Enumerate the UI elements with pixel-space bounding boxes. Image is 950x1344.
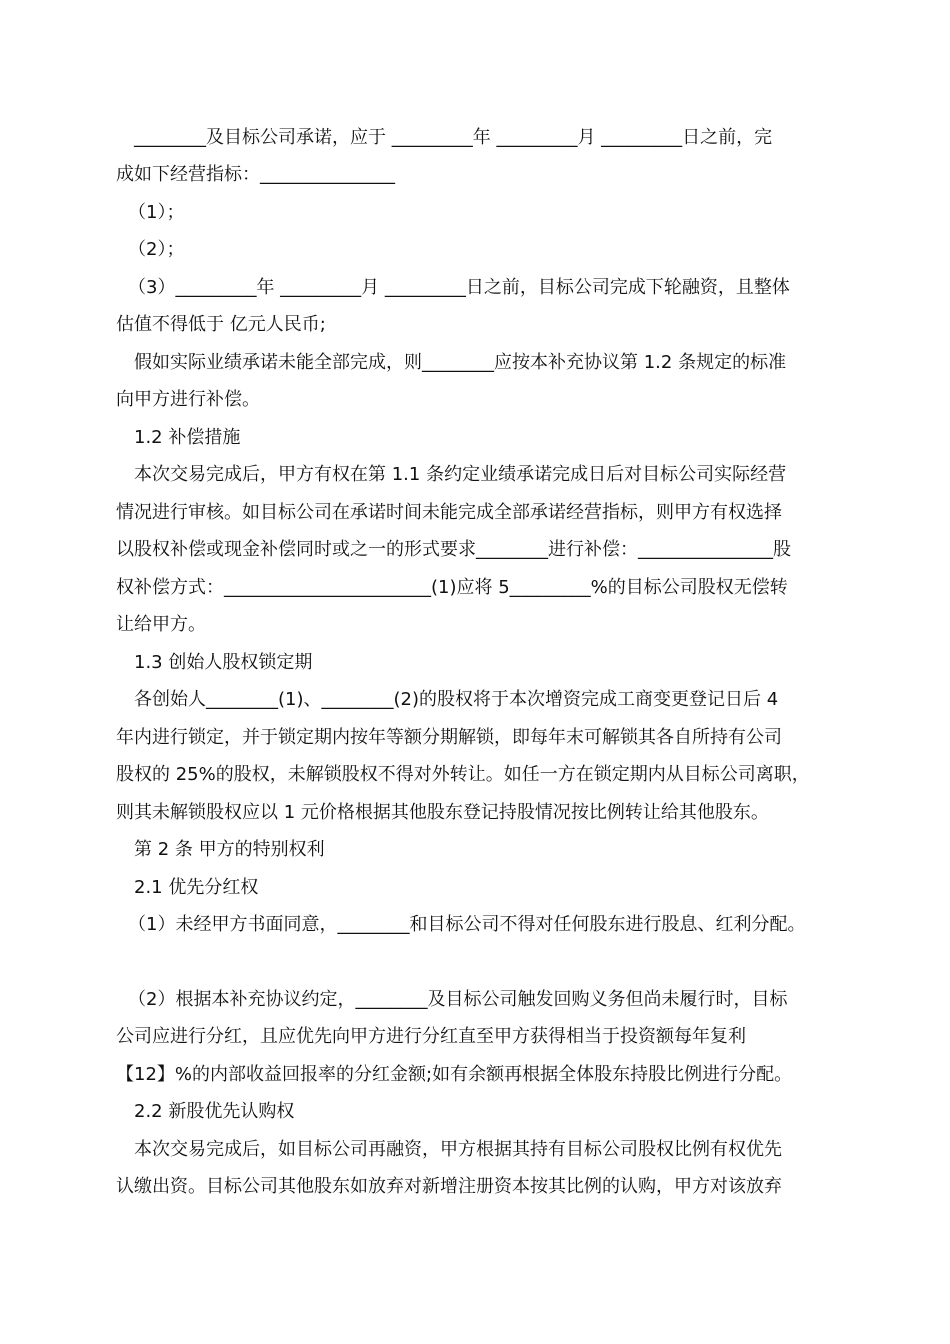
- text-line-13: 权补偿方式：_______________________(1)应将 5_________%的目标公司股权无偿转: [116, 577, 788, 598]
- text-line-6: 估值不得低于 亿元人民币;: [116, 314, 326, 335]
- section-heading-1-3: 1.3 创始人股权锁定期: [134, 652, 313, 673]
- text-line-22: （1）未经甲方书面同意，________和目标公司不得对任何股东进行股息、红利分配。: [128, 914, 806, 935]
- text-line-10: 本次交易完成后，甲方有权在第 1.1 条约定业绩承诺完成日后对目标公司实际经营: [134, 464, 787, 485]
- text-line-8: 向甲方进行补偿。: [116, 389, 260, 410]
- text-line-23: （2）根据本补充协议约定，________及目标公司触发回购义务但尚未履行时，目标: [128, 989, 788, 1010]
- text-line-11: 情况进行审核。如目标公司在承诺时间未能完成全部承诺经营指标，则甲方有权选择: [116, 502, 782, 523]
- section-heading-1-2: 1.2 补偿措施: [134, 427, 241, 448]
- article-heading-2: 第 2 条 甲方的特别权利: [134, 839, 325, 860]
- text-line-24: 公司应进行分红，且应优先向甲方进行分红直至甲方获得相当于投资额每年复利: [116, 1026, 746, 1047]
- text-line-27: 本次交易完成后，如目标公司再融资，甲方根据其持有目标公司股权比例有权优先: [134, 1139, 782, 1160]
- text-line-1: ________及目标公司承诺，应于 _________年 _________月 _________日之前，完: [134, 127, 773, 148]
- text-line-4: （2）；: [128, 239, 185, 260]
- text-line-16: 各创始人________(1)、________(2)的股权将于本次增资完成工商变更登记日后 4: [134, 689, 779, 710]
- text-line-17: 年内进行锁定，并于锁定期内按年等额分期解锁，即每年末可解锁其各自所持有公司: [116, 727, 782, 748]
- text-line-18: 股权的 25%的股权，未解锁股权不得对外转让。如任一方在锁定期内从目标公司离职，: [116, 764, 810, 785]
- text-line-14: 让给甲方。: [116, 614, 206, 635]
- text-line-7: 假如实际业绩承诺未能全部完成，则________应按本补充协议第 1.2 条规定的标准: [134, 352, 787, 373]
- text-line-19: 则其未解锁股权应以 1 元价格根据其他股东登记持股情况按比例转让给其他股东。: [116, 802, 769, 823]
- text-line-2: 成如下经营指标：_______________: [116, 164, 395, 185]
- section-heading-2-1: 2.1 优先分红权: [134, 877, 259, 898]
- section-heading-2-2: 2.2 新股优先认购权: [134, 1101, 295, 1122]
- text-line-25: 【12】%的内部收益回报率的分红金额;如有余额再根据全体股东持股比例进行分配。: [116, 1064, 793, 1085]
- text-line-5: （3）_________年 _________月 _________日之前，目标公司完成下轮融资，且整体: [128, 277, 790, 298]
- text-line-28: 认缴出资。目标公司其他股东如放弃对新增注册资本按其比例的认购，甲方对该放弃: [116, 1176, 782, 1197]
- text-line-12: 以股权补偿或现金补偿同时或之一的形式要求________进行补偿：_______________股: [116, 539, 791, 560]
- text-line-3: （1）；: [128, 202, 185, 223]
